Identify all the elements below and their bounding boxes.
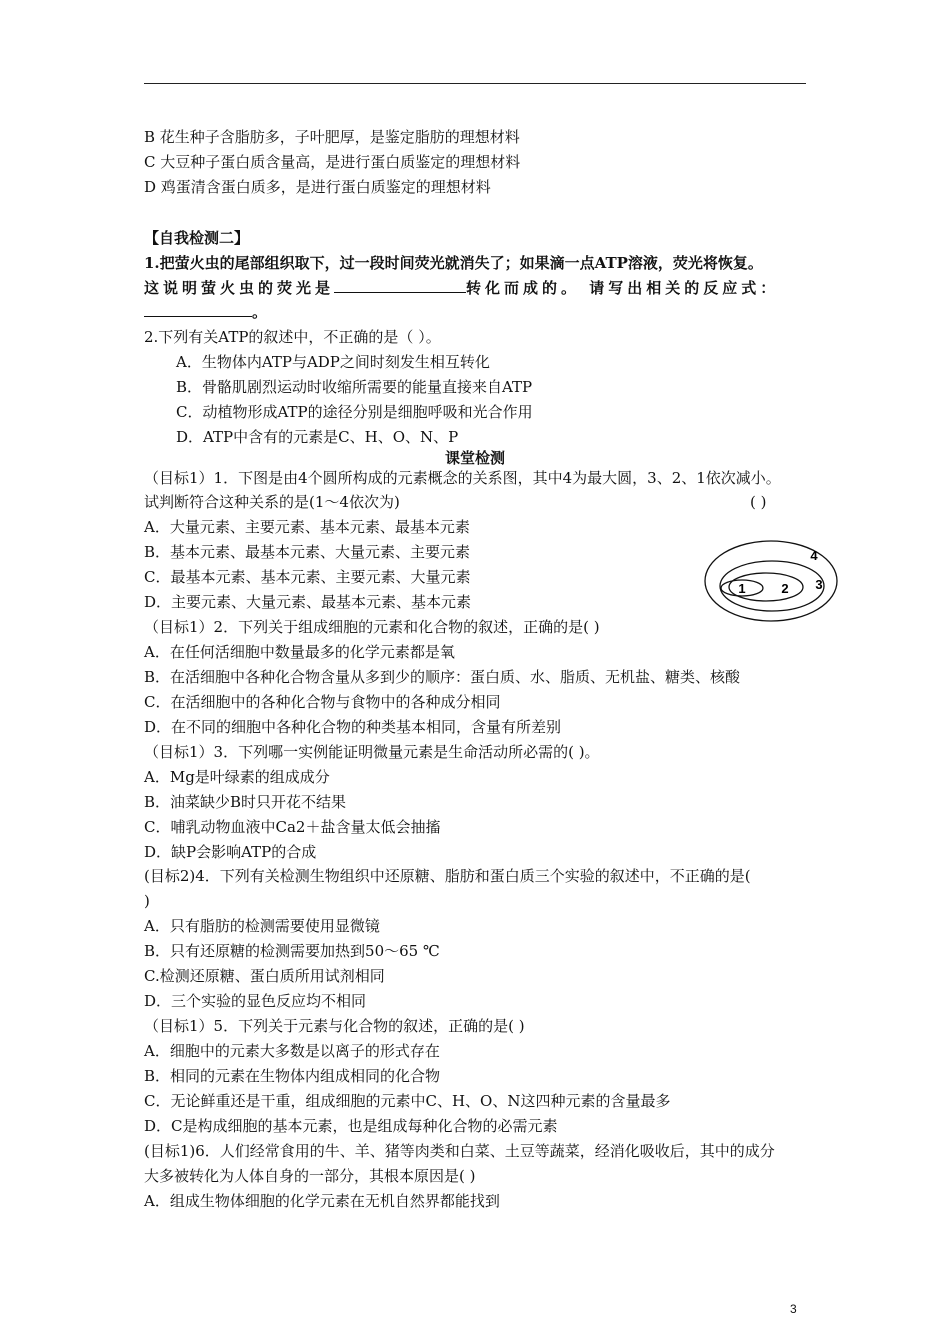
self-check-q1-line1: 1.把萤火虫的尾部组织取下，过一段时间荧光就消失了；如果滴一点ATP溶液，荧光将恢复。 xyxy=(144,254,763,272)
class-q6-stem-line2: 大多被转化为人体自身的一部分，其根本原因是( ) xyxy=(144,1167,476,1185)
page-number: 3 xyxy=(790,1302,797,1316)
class-q3-option-c: C．哺乳动物血液中Ca2＋盐含量太低会抽搐 xyxy=(144,818,441,836)
header-rule xyxy=(144,83,806,84)
class-q5-option-b: B．相同的元素在生物体内组成相同的化合物 xyxy=(144,1067,441,1085)
circle-3 xyxy=(720,561,824,611)
class-q4-stem-line2: ) xyxy=(144,892,150,910)
option-d-egg-white: D 鸡蛋清含蛋白质多，是进行蛋白质鉴定的理想材料 xyxy=(144,178,491,196)
class-q1-answer-paren: ( ) xyxy=(750,493,767,511)
class-q6-option-a: A．组成生物体细胞的化学元素在无机自然界都能找到 xyxy=(144,1192,500,1210)
circle-label-3: 3 xyxy=(815,577,823,592)
class-q1-option-d: D．主要元素、大量元素、最基本元素、基本元素 xyxy=(144,593,472,611)
answer-blank-2[interactable] xyxy=(144,302,252,317)
self-check-q2-option-a: A．生物体内ATP与ADP之间时刻发生相互转化 xyxy=(176,353,490,371)
class-q3-stem: （目标1）3．下列哪一实例能证明微量元素是生命活动所必需的( )。 xyxy=(144,743,600,761)
class-q5-option-d: D．C是构成细胞的基本元素，也是组成每种化合物的必需元素 xyxy=(144,1117,558,1135)
class-q3-option-d: D．缺P会影响ATP的合成 xyxy=(144,843,317,861)
self-check-q2-stem: 2.下列有关ATP的叙述中，不正确的是（ ）。 xyxy=(144,328,441,346)
self-check-q1-line3 xyxy=(144,302,267,322)
class-q4-option-d: D．三个实验的显色反应均不相同 xyxy=(144,992,367,1010)
class-q6-stem-line1: (目标1)6．人们经常食用的牛、羊、猪等肉类和白菜、土豆等蔬菜，经消化吸收后，其中的成分 xyxy=(144,1142,775,1160)
class-q2-option-d: D．在不同的细胞中各种化合物的种类基本相同，含量有所差别 xyxy=(144,718,562,736)
class-q4-option-a: A．只有脂肪的检测需要使用显微镜 xyxy=(144,917,380,935)
self-check-heading: 【自我检测二】 xyxy=(144,229,250,247)
class-q4-option-c: C.检测还原糖、蛋白质所用试剂相同 xyxy=(144,967,385,985)
class-q5-option-a: A．细胞中的元素大多数是以离子的形式存在 xyxy=(144,1042,440,1060)
self-check-q2-option-d: D．ATP中含有的元素是C、H、O、N、P xyxy=(176,428,459,446)
class-q2-option-a: A．在任何活细胞中数量最多的化学元素都是氧 xyxy=(144,643,455,661)
class-q5-option-c: C．无论鲜重还是干重，组成细胞的元素中C、H、O、N这四种元素的含量最多 xyxy=(144,1092,671,1110)
class-q4-stem-line1: (目标2)4．下列有关检测生物组织中还原糖、脂肪和蛋白质三个实验的叙述中，不正确的是( xyxy=(144,867,751,885)
class-q1-line2: 试判断符合这种关系的是(1～4依次为) xyxy=(144,493,400,511)
option-b-peanut: B 花生种子含脂肪多，子叶肥厚，是鉴定脂肪的理想材料 xyxy=(144,128,520,146)
class-q1-line1: （目标1）1．下图是由4个圆所构成的元素概念的关系图，其中4为最大圆，3、2、1依次减小。 xyxy=(144,469,781,487)
answer-blank-1[interactable] xyxy=(334,278,466,293)
class-q1-option-c: C．最基本元素、基本元素、主要元素、大量元素 xyxy=(144,568,471,586)
class-q2-option-c: C．在活细胞中的各种化合物与食物中的各种成分相同 xyxy=(144,693,501,711)
self-check-q1-line2 xyxy=(144,278,779,298)
class-q5-stem: （目标1）5．下列关于元素与化合物的叙述，正确的是( ) xyxy=(144,1017,525,1035)
class-q2-stem: （目标1）2．下列关于组成细胞的元素和化合物的叙述，正确的是( ) xyxy=(144,618,600,636)
self-check-q2-option-c: C．动植物形成ATP的途径分别是细胞呼吸和光合作用 xyxy=(176,403,533,421)
class-q3-option-a: A．Mg是叶绿素的组成成分 xyxy=(144,768,330,786)
class-check-title: 课堂检测 xyxy=(444,449,505,467)
self-check-q2-option-b: B．骨骼肌剧烈运动时收缩所需要的能量直接来自ATP xyxy=(176,378,533,396)
class-q4-option-b: B．只有还原糖的检测需要加热到50～65 ℃ xyxy=(144,942,440,960)
element-circles-diagram xyxy=(700,536,842,626)
circle-label-2: 2 xyxy=(781,581,789,596)
circle-label-1: 1 xyxy=(738,581,746,596)
class-q2-option-b: B．在活细胞中各种化合物含量从多到少的顺序：蛋白质、水、脂质、无机盐、糖类、核酸 xyxy=(144,668,741,686)
circle-label-4: 4 xyxy=(810,548,818,563)
class-q1-option-b: B．基本元素、最基本元素、大量元素、主要元素 xyxy=(144,543,471,561)
q1-text-b: 转化而成的。 请写出相关的反应式： xyxy=(466,279,780,297)
option-c-soybean: C 大豆种子蛋白质含量高，是进行蛋白质鉴定的理想材料 xyxy=(144,153,521,171)
class-q3-option-b: B．油菜缺少B时只开花不结果 xyxy=(144,793,347,811)
class-q1-option-a: A．大量元素、主要元素、基本元素、最基本元素 xyxy=(144,518,470,536)
q1-line3-end: 。 xyxy=(252,303,268,321)
q1-text-a: 这说明萤火虫的荧光是 xyxy=(144,279,335,297)
